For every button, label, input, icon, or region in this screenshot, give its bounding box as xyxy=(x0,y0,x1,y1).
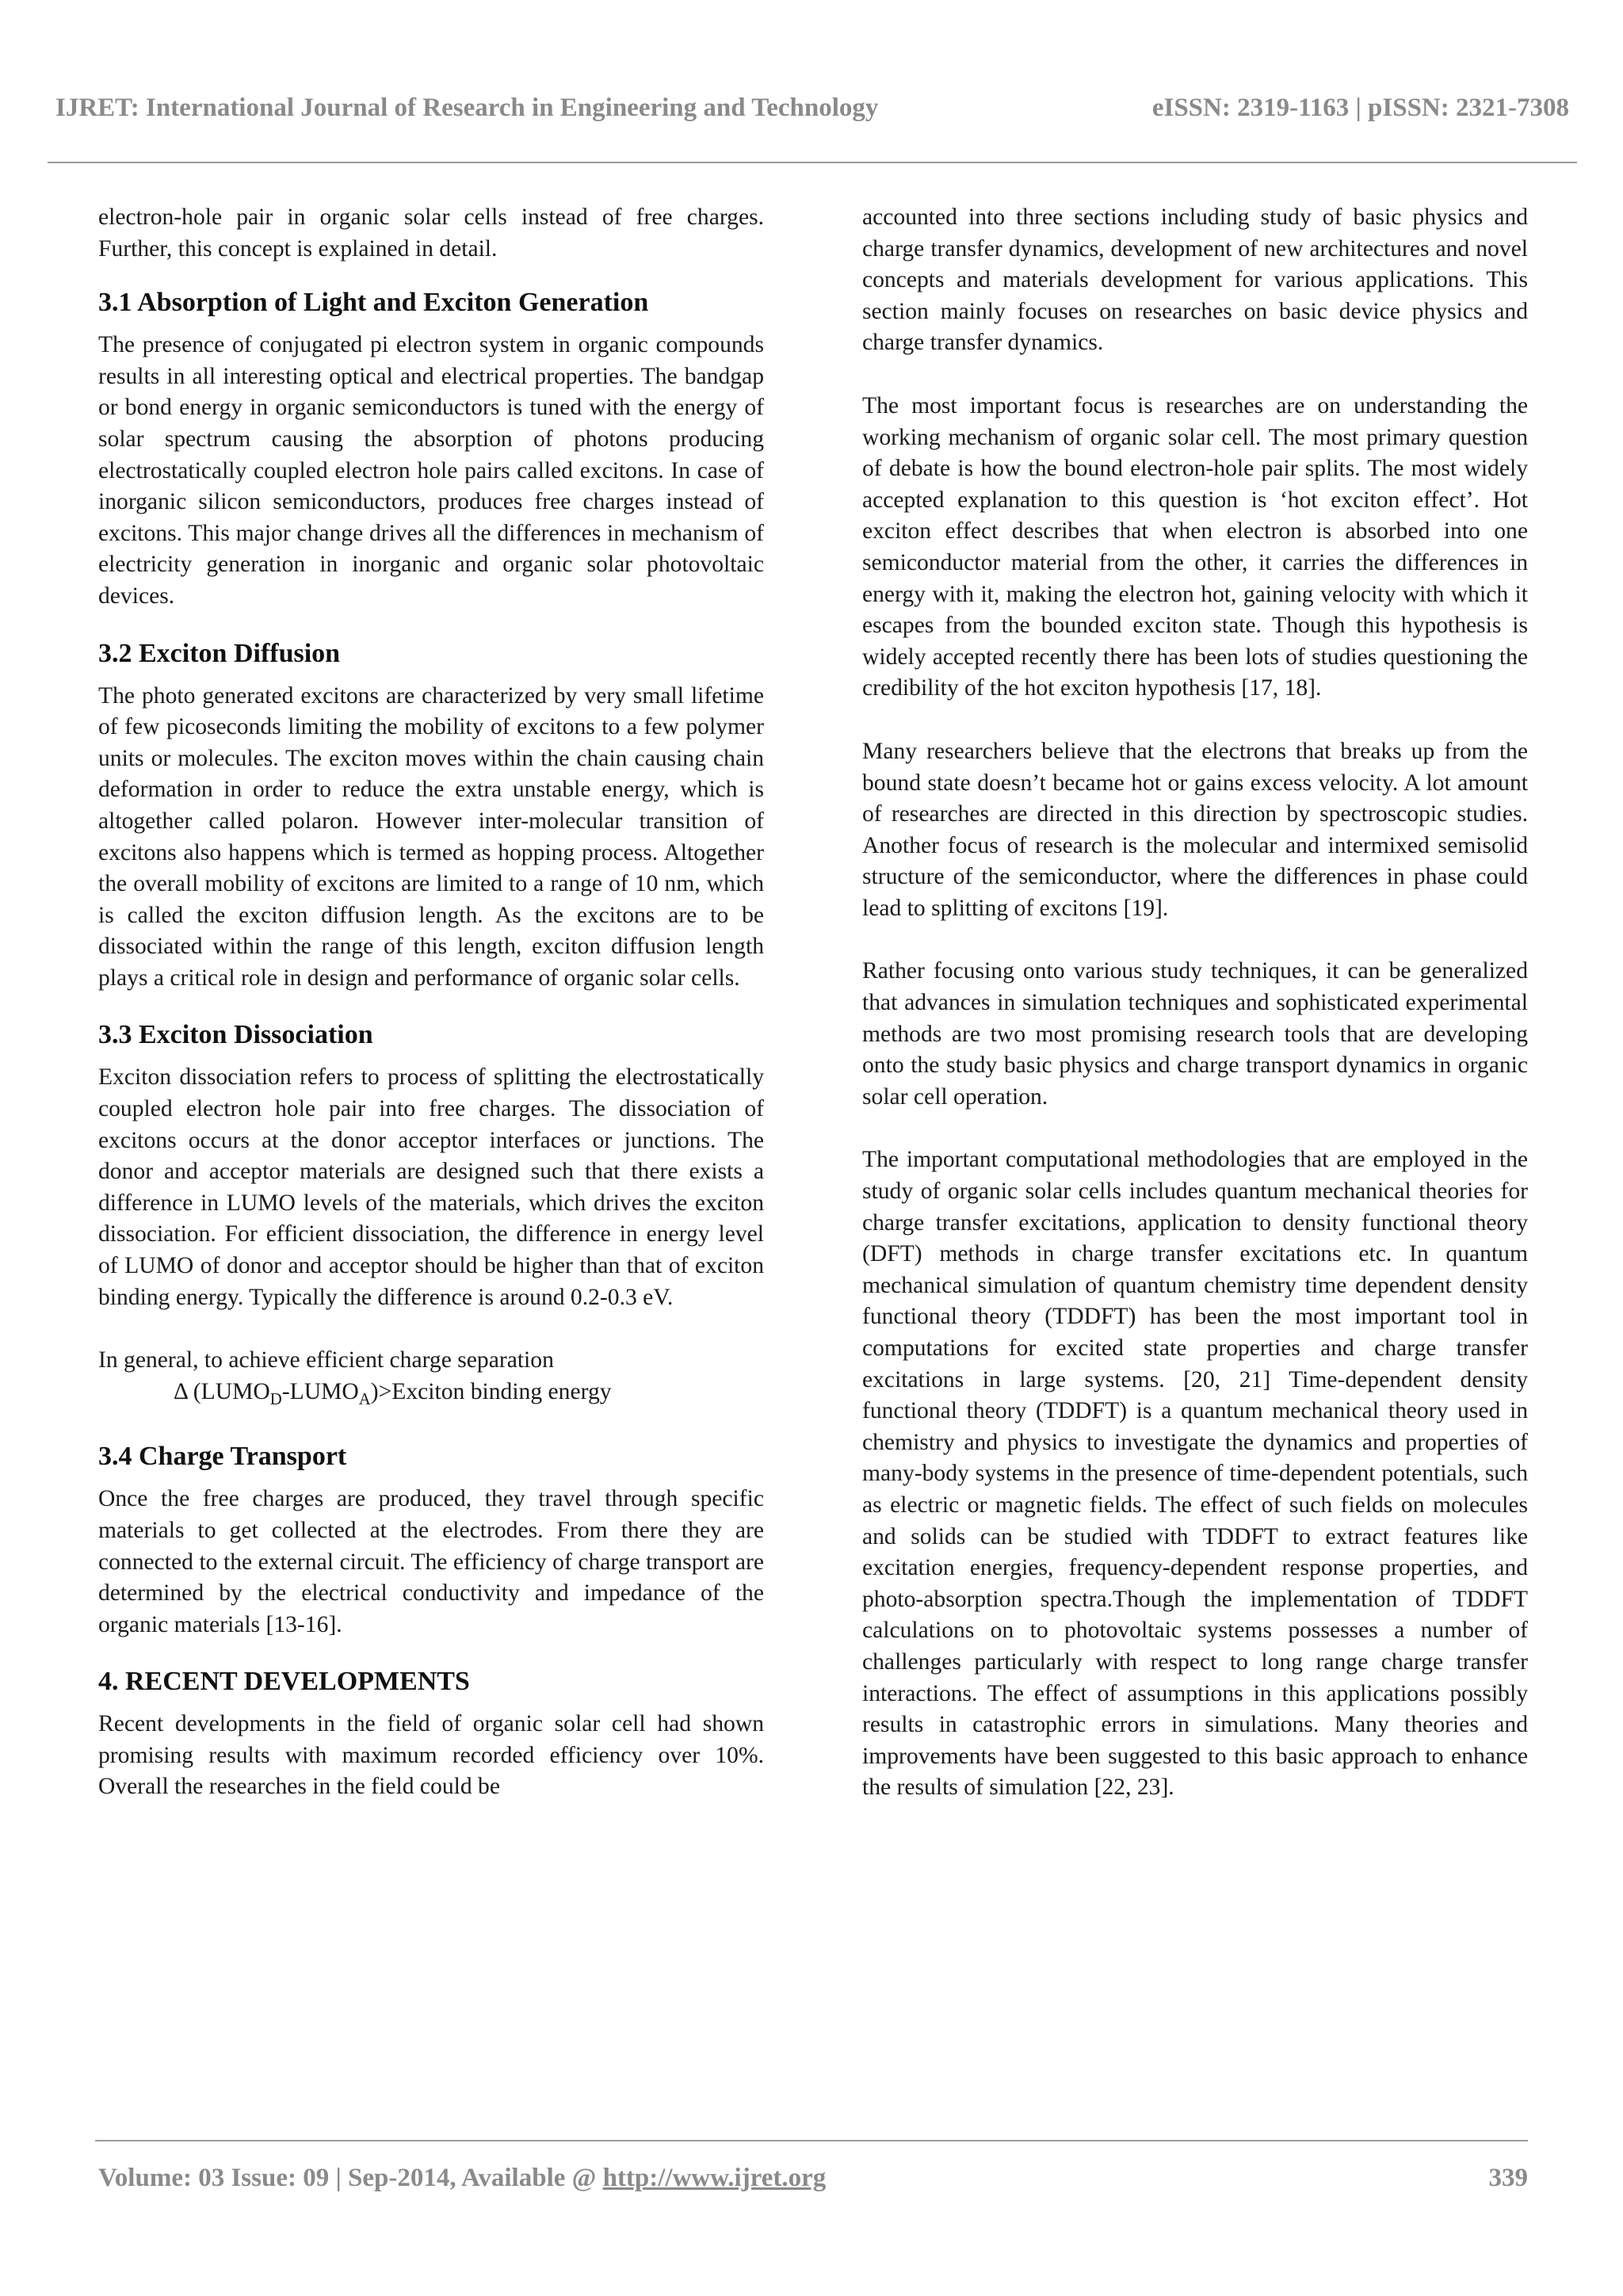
section-4-heading: 4. RECENT DEVELOPMENTS xyxy=(98,1667,470,1697)
header-divider xyxy=(48,162,1577,163)
right-paragraph-5: The important computational methodologies that are employed in the study of organic solar cells includes quantum mechanical theories for charge transfer excitations, application to density functional theory (DFT) methods in charge transfer excitations etc. In quantum mechanical simulation of quantum chemistry time dependent density functional theory (TDDFT) has been the most important tool in computations for excited state properties and charge transfer excitations in large systems. [20, 21] Time-dependent density functional theory (TDDFT) is a quantum mechanical theory used in chemistry and physics to investigate the dynamics and properties of many-body systems in the presence of time-dependent potentials, such as electric or magnetic fields. The effect of such fields on molecules and solids can be studied with TDDFT to extract features like excitation energies, frequency-dependent response properties, and photo-absorption spectra.Though the implementation of TDDFT calculations on to photovoltaic systems possesses a number of challenges particularly with respect to long range charge transfer interactions. The effect of assumptions in this applications possibly results in catastrophic errors in simulations. Many theories and improvements have been suggested to this basic approach to enhance the results of simulation [22, 23]. xyxy=(862,1147,1528,1801)
intro-paragraph: electron-hole pair in organic solar cells instead of free charges. Further, this concept is explained in detail. xyxy=(98,204,764,262)
charge-separation-formula xyxy=(98,1377,764,1416)
right-paragraph-4: Rather focusing onto various study techniques, it can be generalized that advances in simulation techniques and sophisticated experimental methods are two most promising research tools that are developing onto the study basic physics and charge transport dynamics in organic solar cell operation. xyxy=(862,958,1528,1110)
footer-volume xyxy=(98,2164,826,2193)
journal-title: IJRET: International Journal of Research in Engineering and Technology xyxy=(55,94,879,122)
section-3-2-paragraph: The photo generated excitons are characterized by very small lifetime of few picoseconds limiting the mobility of excitons to a few polymer units or molecules. The exciton moves within the chain causing chain deformation in order to reduce the extra unstable energy, which is altogether called polaron. However inter-molecular transition of excitons also happens which is termed as hopping process. Altogether the overall mobility of excitons are limited to a range of 10 nm, which is called the exciton diffusion length. As the excitons are to be dissociated within the range of this length, exciton diffusion length plays a critical role in design and performance of organic solar cells. xyxy=(98,682,764,991)
section-3-2-heading: 3.2 Exciton Diffusion xyxy=(98,638,341,668)
left-column xyxy=(98,202,764,1803)
formula-sub-d: D xyxy=(269,1390,282,1408)
section-4-paragraph: Recent developments in the field of organic solar cell had shown promising results with maximum recorded efficiency over 10%. Overall the researches in the field could be xyxy=(98,1711,764,1800)
formula-mid: -LUMO xyxy=(281,1378,359,1404)
section-3-1-paragraph: The presence of conjugated pi electron system in organic compounds results in all interesting optical and electrical properties. The bandgap or bond energy in organic semiconductors is tuned with the energy of solar spectrum causing the absorption of photons producing electrostatically coupled electron hole pairs called excitons. In case of inorganic silicon semiconductors, produces free charges instead of excitons. This major change drives all the differences in mechanism of electricity generation in inorganic and organic solar photovoltaic devices. xyxy=(98,332,764,609)
right-paragraph-2: The most important focus is researches are on understanding the working mechanism of organic solar cell. The most primary question of debate is how the bound electron-hole pair splits. The most widely accepted explanation to this question is ‘hot exciton effect’. Hot exciton effect describes that when electron is absorbed into one semiconductor material from the other, it carries the differences in energy with it, making the electron hot, gaining velocity with which it escapes from the bounded exciton state. Though this hypothesis is widely accepted recently there has been lots of studies questioning the credibility of the hot exciton hypothesis [17, 18]. xyxy=(862,392,1528,701)
issn-numbers: eISSN: 2319-1163 | pISSN: 2321-7308 xyxy=(1151,94,1569,122)
running-header xyxy=(55,94,1569,123)
section-3-4-paragraph: Once the free charges are produced, they travel through specific materials to get collected at the electrodes. From there they are connected to the external circuit. The efficiency of charge transport are determined by the electrical conductivity and impedance of the organic materials [13-16]. xyxy=(98,1486,764,1637)
formula-suffix: )>Exciton binding energy xyxy=(370,1378,612,1404)
right-column xyxy=(862,202,1528,1804)
section-3-3-heading: 3.3 Exciton Dissociation xyxy=(98,1020,373,1050)
journal-link[interactable]: http://www.ijret.org xyxy=(602,2164,827,2192)
page-number: 339 xyxy=(1488,2164,1528,2192)
general-paragraph: In general, to achieve efficient charge separation xyxy=(98,1347,554,1373)
section-3-3-paragraph: Exciton dissociation refers to process of splitting the electrostatically coupled electron hole pair into free charges. The dissociation of excitons occurs at the donor acceptor interfaces or junctions. The donor and acceptor materials are designed such that there exists a difference in LUMO levels of the materials, which drives the exciton dissociation. For efficient dissociation, the difference in energy level of LUMO of donor and acceptor should be higher than that of exciton binding energy. Typically the difference is around 0.2-0.3 eV. xyxy=(98,1064,764,1310)
right-paragraph-3: Many researchers believe that the electrons that breaks up from the bound state doesn’t became hot or gains excess velocity. A lot amount of researches are directed in this direction by spectroscopic studies. Another focus of research is the molecular and intermixed semisolid structure of the semiconductor, where the differences in phase could lead to splitting of excitons [19]. xyxy=(862,738,1528,921)
section-3-4-heading: 3.4 Charge Transport xyxy=(98,1442,347,1472)
formula-sub-a: A xyxy=(358,1390,371,1408)
section-3-1-heading: 3.1 Absorption of Light and Exciton Generation xyxy=(98,288,649,318)
right-paragraph-1: accounted into three sections including study of basic physics and charge transfer dynamics, development of new architectures and novel concepts and materials development for various applications. This section mainly focuses on researches on basic device physics and charge transfer dynamics. xyxy=(862,204,1528,356)
footer-divider xyxy=(95,2140,1528,2141)
footer-volume-text: Volume: 03 Issue: 09 | Sep-2014, Available @ xyxy=(98,2164,603,2192)
formula-prefix: Δ (LUMO xyxy=(174,1378,270,1404)
running-footer xyxy=(98,2164,1528,2193)
